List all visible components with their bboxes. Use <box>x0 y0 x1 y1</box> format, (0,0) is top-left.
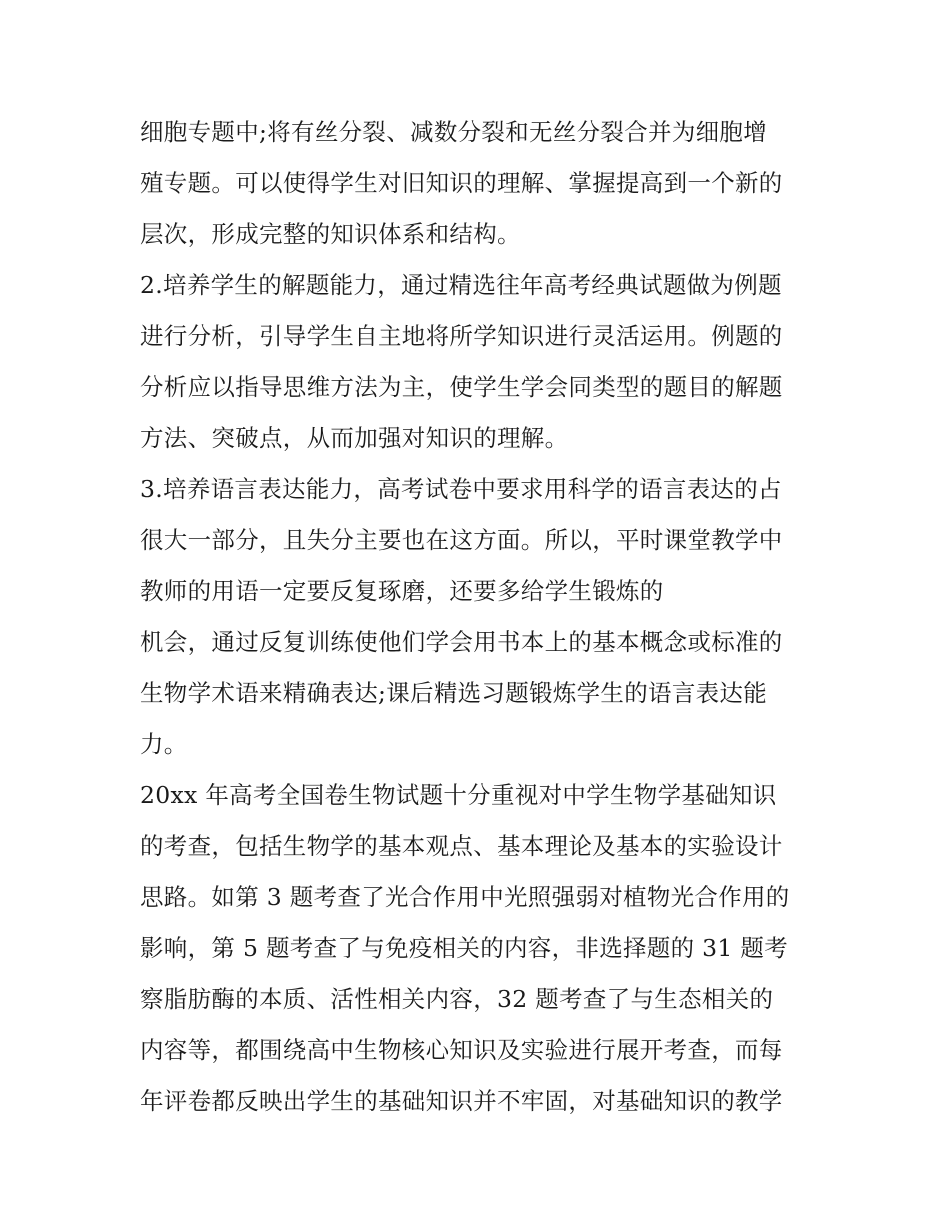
text-line: 的考查，包括生物学的基本观点、基本理论及基本的实验设计 <box>140 832 783 860</box>
text-line: 方法、突破点，从而加强对知识的理解。 <box>140 424 569 452</box>
body-text <box>140 112 830 1132</box>
text-line: 很大一部分，且失分主要也在这方面。所以，平时课堂教学中 <box>140 526 783 554</box>
text-line: 影响，第 5 题考查了与免疫相关的内容，非选择题的 31 题考 <box>140 934 789 962</box>
text-line: 2.培养学生的解题能力，通过精选往年高考经典试题做为例题 <box>140 271 782 299</box>
text-line: 教师的用语一定要反复琢磨，还要多给学生锻炼的 <box>140 577 664 605</box>
text-line: 3.培养语言表达能力，高考试卷中要求用科学的语言表达的占 <box>140 475 782 503</box>
text-line: 力。 <box>140 730 188 758</box>
text-line: 机会，通过反复训练使他们学会用书本上的基本概念或标准的 <box>140 628 783 656</box>
text-line: 殖专题。可以使得学生对旧知识的理解、掌握提高到一个新的 <box>140 169 783 197</box>
text-line: 分析应以指导思维方法为主，使学生学会同类型的题目的解题 <box>140 373 783 401</box>
text-line: 层次，形成完整的知识体系和结构。 <box>140 220 521 248</box>
text-line: 生物学术语来精确表达;课后精选习题锻炼学生的语言表达能 <box>140 679 768 707</box>
text-line: 进行分析，引导学生自主地将所学知识进行灵活运用。例题的 <box>140 322 783 350</box>
text-line: 细胞专题中;将有丝分裂、减数分裂和无丝分裂合并为细胞增 <box>140 118 768 146</box>
text-line: 察脂肪酶的本质、活性相关内容，32 题考查了与生态相关的 <box>140 985 774 1013</box>
text-line: 年评卷都反映出学生的基础知识并不牢固，对基础知识的教学 <box>140 1087 783 1115</box>
text-line: 20xx 年高考全国卷生物试题十分重视对中学生物学基础知识 <box>140 781 777 809</box>
text-line: 内容等，都围绕高中生物核心知识及实验进行展开考查，而每 <box>140 1036 783 1064</box>
text-line: 思路。如第 3 题考查了光合作用中光照强弱对植物光合作用的 <box>140 883 790 911</box>
